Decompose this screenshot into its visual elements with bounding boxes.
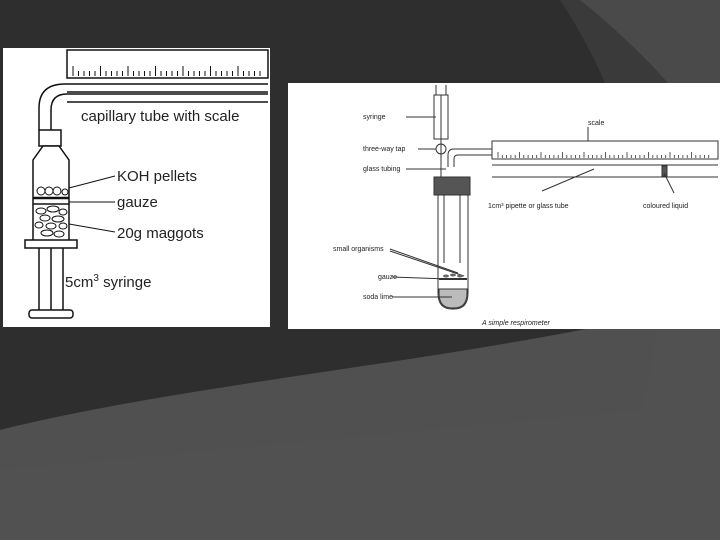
- rubber-stopper: [39, 130, 61, 146]
- label-syringe: $5cm^3$ syringe: [65, 273, 152, 291]
- soda-lime: [439, 289, 467, 308]
- label-coloured-liquid: coloured liquid: [643, 203, 689, 210]
- right-respirometer-diagram: [288, 83, 720, 329]
- small-organisms: [443, 274, 463, 278]
- label-glass-tubing: glass tubing: [363, 166, 401, 173]
- syringe-flange: [25, 240, 77, 248]
- label-scale: scale: [588, 120, 605, 127]
- respirometer-scale: [492, 141, 718, 159]
- label-koh: KOH pellets: [117, 168, 198, 185]
- label-three-way-tap: three-way tap: [363, 146, 406, 153]
- label-gauze: gauze: [378, 274, 398, 281]
- label-small-organisms: small organisms: [333, 246, 384, 253]
- caption: A simple respirometer: [482, 320, 550, 327]
- label-capillary: capillary tube with scale: [81, 108, 240, 125]
- label-syringe: syringe: [363, 114, 386, 121]
- plunger-end: [29, 310, 73, 318]
- label-maggots: 20g maggots: [117, 225, 204, 242]
- rubber-bung: [434, 177, 470, 195]
- left-respirometer-diagram: [3, 48, 270, 327]
- glass-tubing: [448, 149, 492, 167]
- label-gauze: gauze: [117, 194, 158, 211]
- label-soda-lime: soda lime: [363, 294, 393, 301]
- label-pipette: 1cm³ pipette or glass tube: [488, 203, 569, 210]
